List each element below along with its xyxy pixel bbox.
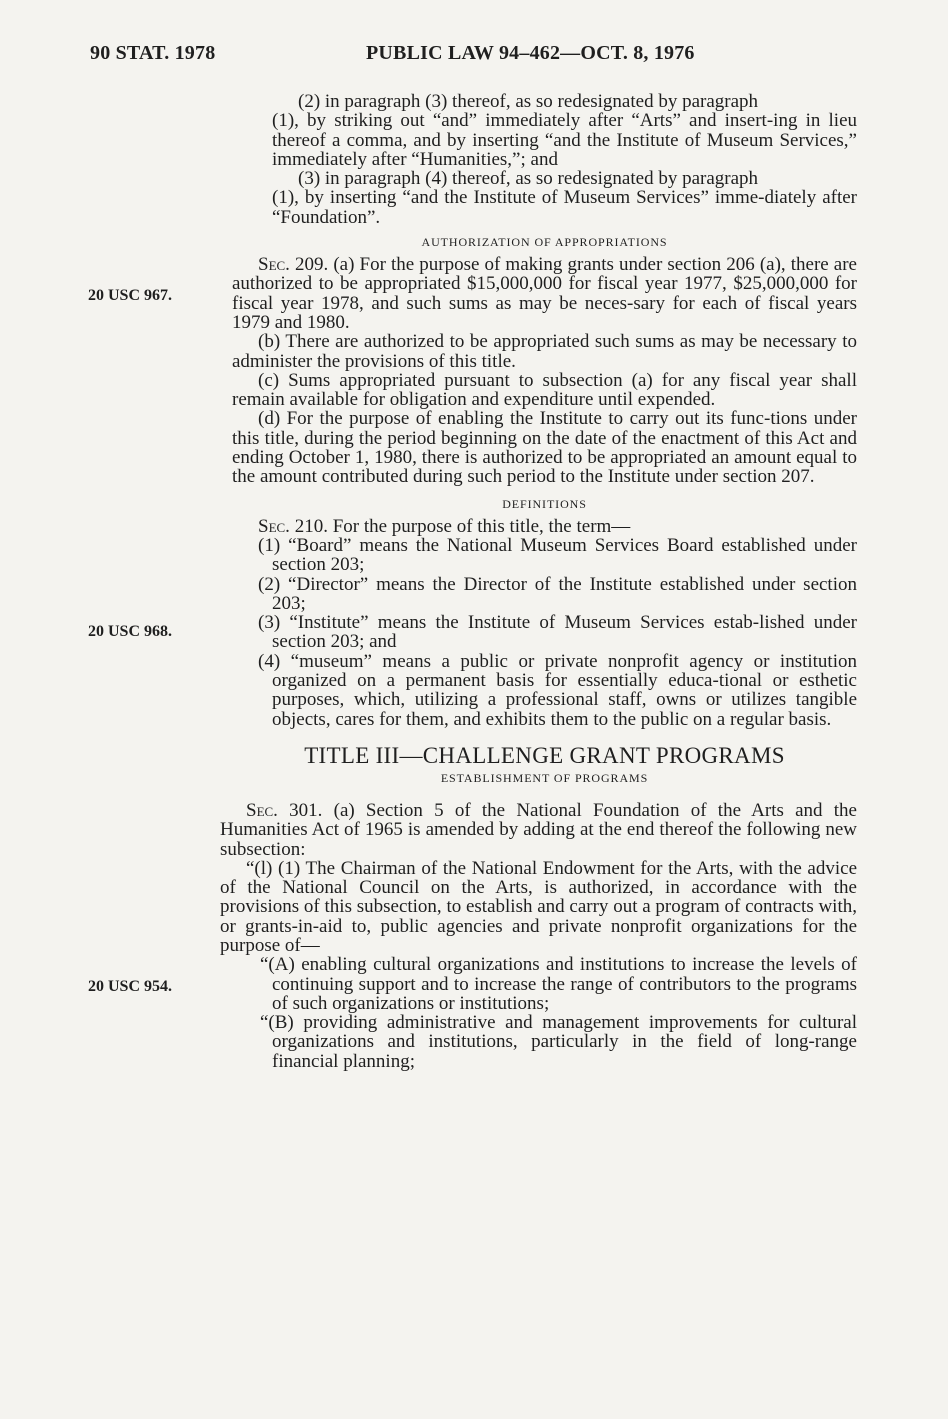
clause-B: “(B) providing administrative and management improvements for cultural organizations and institutions, particularly in the field of long-range financial planning; <box>260 1012 857 1072</box>
title-iii-heading: TITLE III—CHALLENGE GRANT PROGRAMS <box>304 742 785 768</box>
section-301-a <box>220 801 857 859</box>
heading-definitions: DEFINITIONS <box>502 496 587 511</box>
paragraph-2-line1: (2) in paragraph (3) thereof, as so redesignated by paragraph <box>298 91 759 112</box>
margin-note-usc967: 20 USC 967. <box>88 287 173 304</box>
section-209-b: (b) There are authorized to be appropriated such sums as may be necessary to administer the provisions of this title. <box>232 331 857 372</box>
paragraph-3-continued: (1), by inserting “and the Institute of Museum Services” imme-diately after “Foundation”. <box>272 187 857 228</box>
definition-board: (1) “Board” means the National Museum Services Board established under section 203; <box>258 534 857 576</box>
section-209-d: (d) For the purpose of enabling the Institute to carry out its func-tions under this title, during the period beginning on the date of the enactment of this Act and ending October 1, 1980, there is authorized to be appropriated an amount equal to the amount contributed during such period to the Institute under section 207. <box>232 408 857 488</box>
page-header <box>90 42 870 72</box>
definition-director: (2) “Director” means the Director of the Institute established under section 203; <box>258 573 857 614</box>
section-209-a-text: 209. (a) For the purpose of making grants under section 206 (a), there are authorized to be appropriated $15,000,000 for fiscal year 1977, $25,000,000 for fiscal year 1978, and such sums as may be neces-sary for each of fiscal years 1979 and 1980. <box>232 254 857 333</box>
public-law-title: PUBLIC LAW 94–462—OCT. 8, 1976 <box>366 42 695 64</box>
heading-authorization: AUTHORIZATION OF APPROPRIATIONS <box>421 235 668 250</box>
document-body <box>220 91 857 1072</box>
section-label: Sec. <box>258 254 290 276</box>
definition-museum: (4) “museum” means a public or private nonprofit agency or institution organized on a permanent basis for essentially educa-tional or esthetic purposes, which, utilizing a professional staff, owns or utilizes tangible objects, cares for them, and exhibits them to the public on a regular basis. <box>258 650 857 730</box>
subsection-l-1: “(l) (1) The Chairman of the National Endowment for the Arts, with the advice of the National Council on the Arts, is authorized, in accordance with the provisions of this subsection, to establish and carry out a program of contracts with, or grants-in-aid to, public agencies and private nonprofit organizations for the purpose of— <box>220 857 857 956</box>
definition-institute: (3) “Institute” means the Institute of Museum Services estab-lished under section 203; and <box>258 612 857 653</box>
section-210-text: 210. For the purpose of this title, the term— <box>289 515 631 537</box>
section-label: Sec. <box>258 515 290 537</box>
section-label: Sec. <box>246 799 278 821</box>
paragraph-2-continued: (1), by striking out “and” immediately after “Arts” and insert-ing in lieu thereof a comma, and by inserting “and the Institute of Museum Services,” immediately after “Humanities,”; and <box>272 110 857 170</box>
clause-A: “(A) enabling cultural organizations and institutions to increase the levels of continuing support and to increase the range of contributors to the programs of such organizations or institutions; <box>260 954 857 1014</box>
paragraph-3-line1: (3) in paragraph (4) thereof, as so redesignated by paragraph <box>298 168 759 190</box>
section-209-a <box>232 255 857 332</box>
section-209-c: (c) Sums appropriated pursuant to subsection (a) for any fiscal year shall remain available for obligation and expenditure until expended. <box>232 369 857 411</box>
heading-establishment: ESTABLISHMENT OF PROGRAMS <box>440 770 649 785</box>
statute-page-number: 90 STAT. 1978 <box>90 42 216 64</box>
margin-note-usc968: 20 USC 968. <box>88 623 173 640</box>
margin-note-usc954: 20 USC 954. <box>88 978 173 995</box>
section-301-a-text: 301. (a) Section 5 of the National Foundation of the Arts and the Humanities Act of 1965 is amended by adding at the end thereof the following new subsection: <box>220 799 857 860</box>
section-210 <box>232 517 857 536</box>
